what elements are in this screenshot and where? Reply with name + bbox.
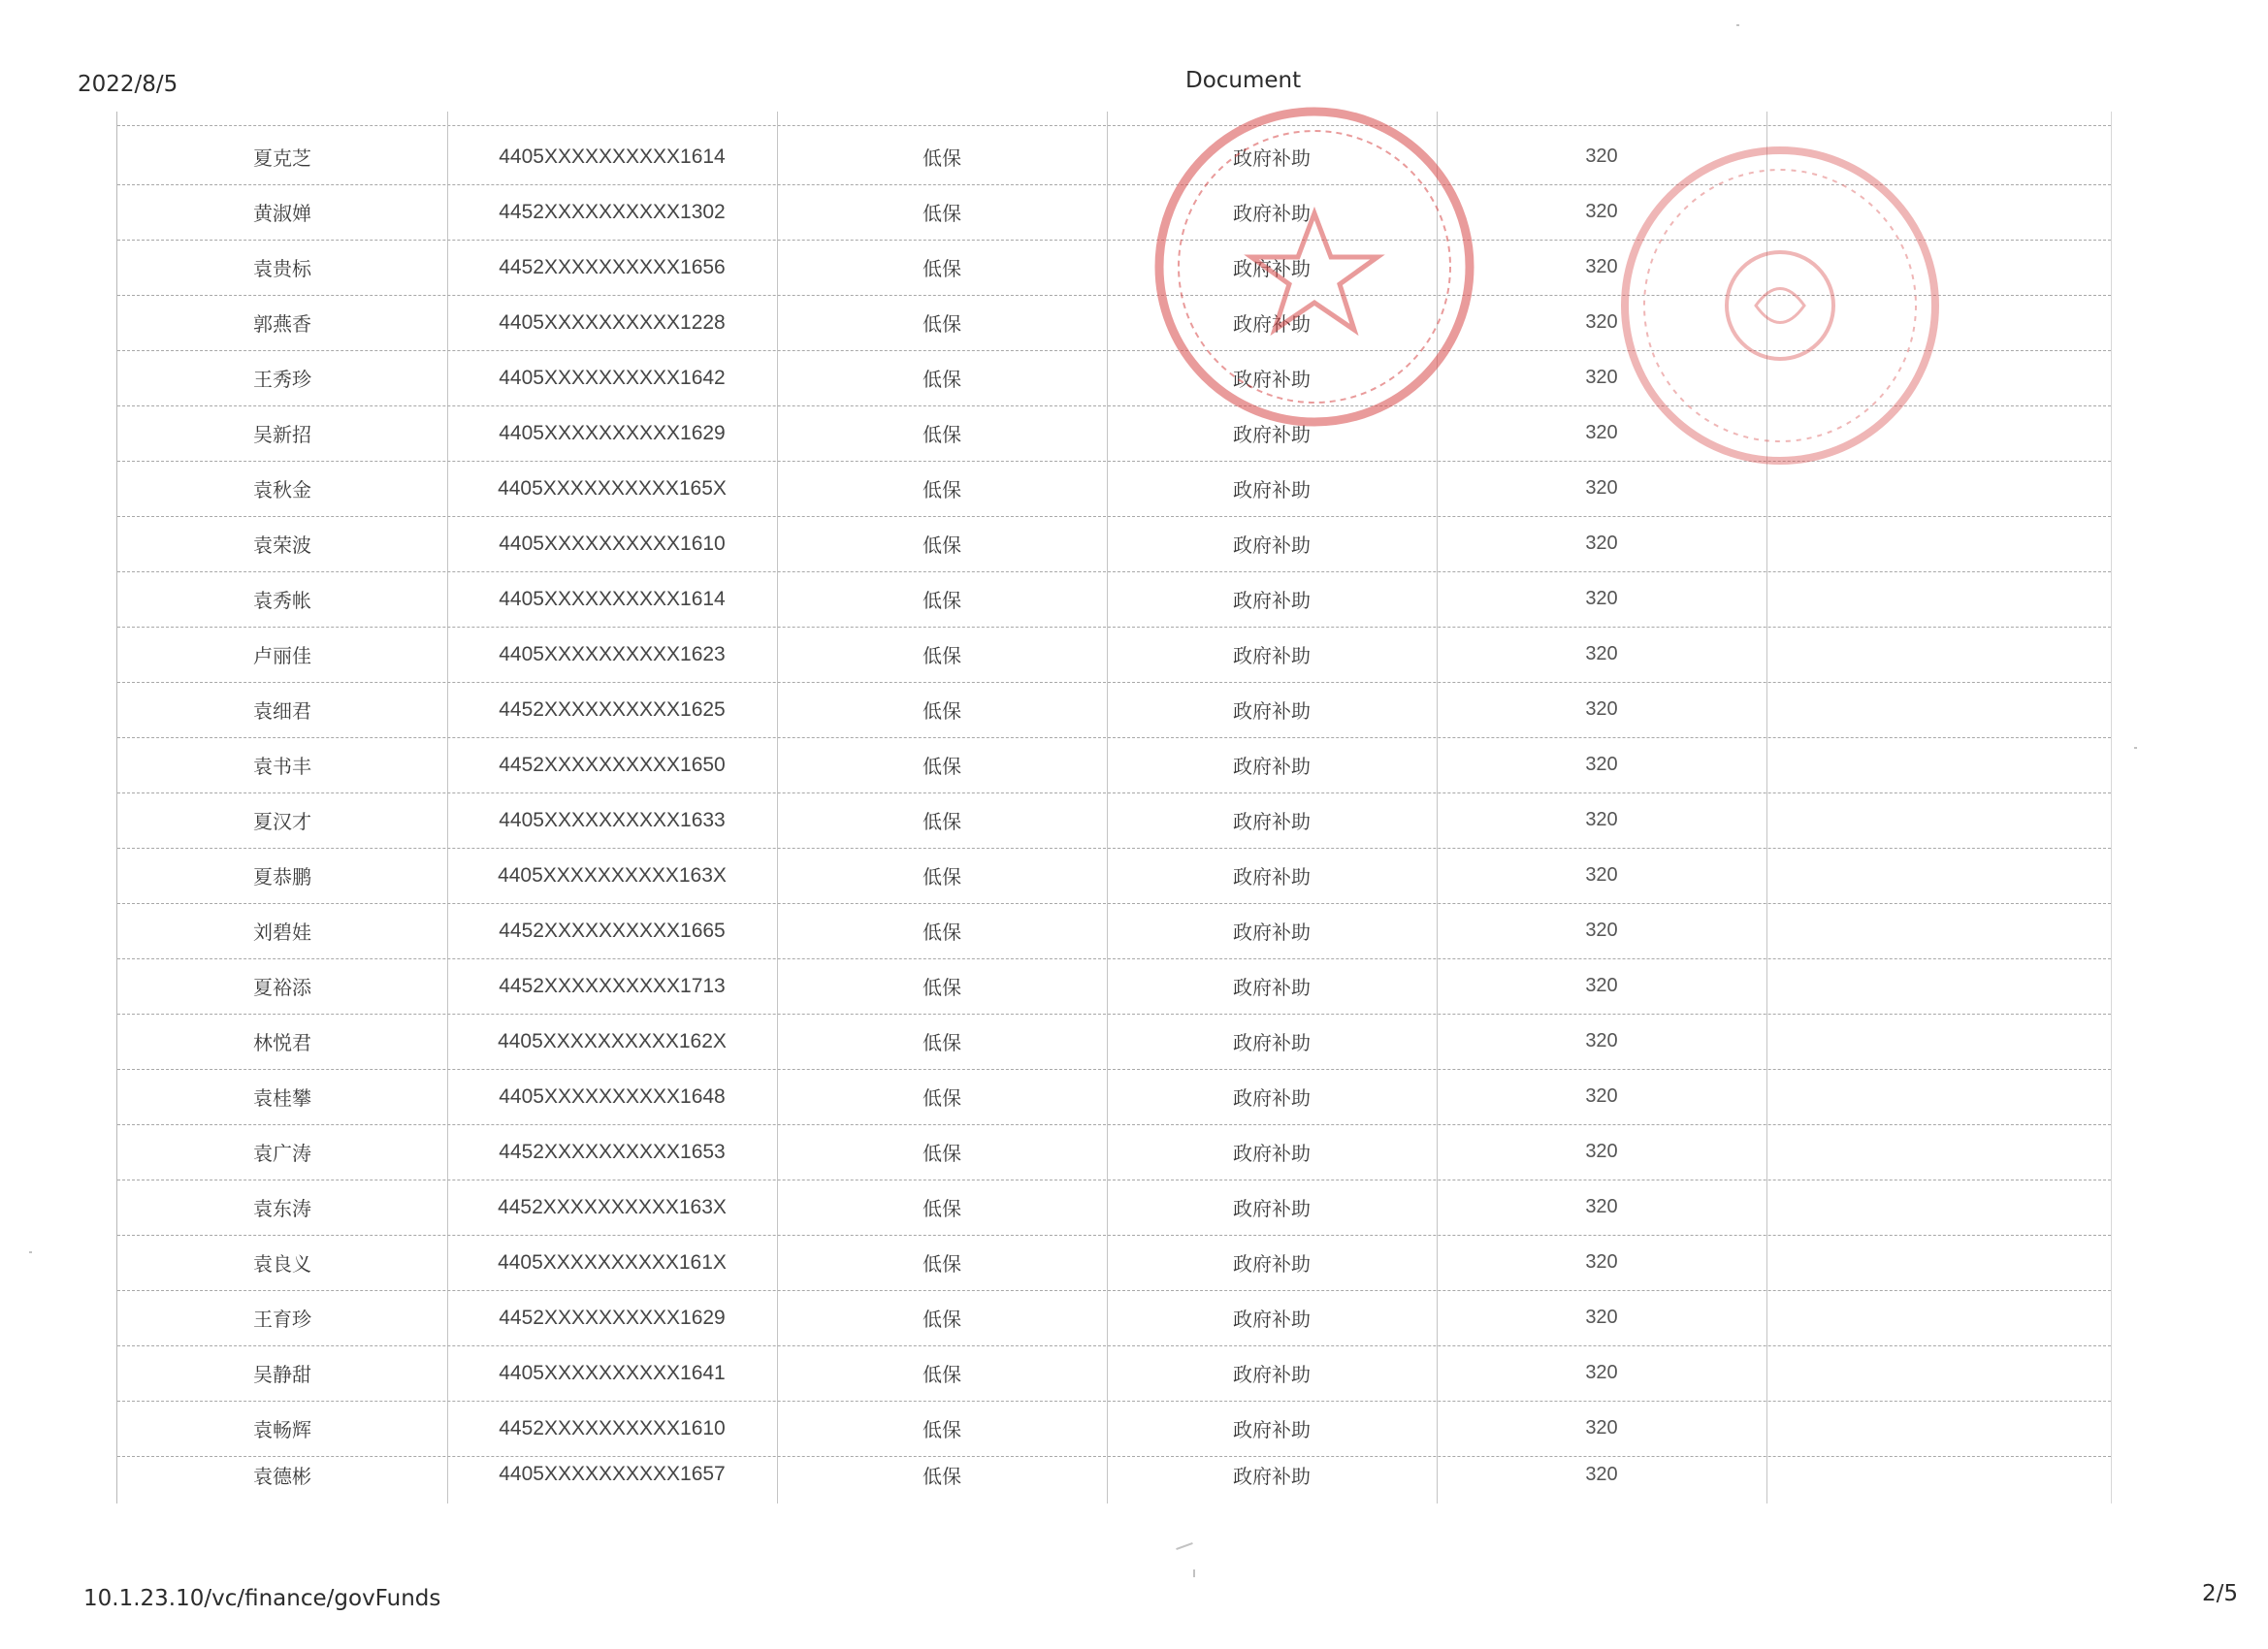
person-name-cell: 袁细君 — [253, 699, 311, 723]
subsidy-table — [116, 112, 2112, 1504]
subsidy-amount-cell: 320 — [1585, 311, 1618, 333]
subsidy-amount-cell: 320 — [1585, 1307, 1618, 1328]
subsidy-amount-cell: 320 — [1585, 1141, 1618, 1162]
empty-cell — [1766, 129, 2111, 184]
assistance-type-cell: 低保 — [923, 146, 961, 170]
person-name-cell: 夏裕添 — [253, 976, 311, 999]
table-row — [117, 295, 2111, 351]
scan-speck — [1176, 1542, 1193, 1550]
table-row — [117, 848, 2111, 904]
subsidy-amount-cell: 320 — [1585, 1362, 1618, 1383]
id-number-cell: 4452XXXXXXXXXX1650 — [499, 753, 726, 776]
assistance-type-cell: 低保 — [923, 312, 961, 336]
table-row — [117, 571, 2111, 628]
table-row — [117, 1401, 2111, 1457]
funding-source-cell: 政府补助 — [1233, 921, 1311, 944]
assistance-type-cell: 低保 — [923, 976, 961, 999]
person-name-cell: 卢丽佳 — [253, 644, 311, 667]
assistance-type-cell: 低保 — [923, 257, 961, 280]
person-name-cell: 王育珍 — [253, 1308, 311, 1331]
subsidy-amount-cell: 320 — [1585, 1030, 1618, 1051]
assistance-type-cell: 低保 — [923, 202, 961, 225]
table-row — [117, 350, 2111, 406]
funding-source-cell: 政府补助 — [1233, 478, 1311, 501]
person-name-cell: 袁荣波 — [253, 534, 311, 557]
id-number-cell: 4405XXXXXXXXXX163X — [498, 863, 727, 887]
id-number-cell: 4452XXXXXXXXXX163X — [498, 1195, 727, 1218]
id-number-cell: 4405XXXXXXXXXX162X — [498, 1029, 727, 1052]
person-name-cell: 袁东涛 — [253, 1197, 311, 1220]
assistance-type-cell: 低保 — [923, 589, 961, 612]
id-number-cell: 4452XXXXXXXXXX1629 — [499, 1306, 726, 1329]
table-row — [117, 958, 2111, 1015]
assistance-type-cell: 低保 — [923, 865, 961, 889]
table-row — [117, 516, 2111, 572]
page-number: 2/5 — [2202, 1581, 2239, 1606]
empty-cell — [1766, 737, 2111, 792]
funding-source-cell: 政府补助 — [1233, 202, 1311, 225]
funding-source-cell: 政府补助 — [1233, 589, 1311, 612]
table-row — [117, 1345, 2111, 1402]
empty-cell — [1766, 1290, 2111, 1345]
table-row — [117, 240, 2111, 296]
table-row — [117, 461, 2111, 517]
empty-cell — [1766, 1014, 2111, 1069]
subsidy-amount-cell: 320 — [1585, 1463, 1618, 1485]
funding-source-cell: 政府补助 — [1233, 976, 1311, 999]
scan-speck — [1193, 1569, 1195, 1577]
person-name-cell: 吴新招 — [253, 423, 311, 446]
id-number-cell: 4452XXXXXXXXXX1653 — [499, 1140, 726, 1163]
table-row — [117, 1124, 2111, 1180]
empty-cell — [1766, 1456, 2111, 1493]
assistance-type-cell: 低保 — [923, 644, 961, 667]
table-row — [117, 682, 2111, 738]
assistance-type-cell: 低保 — [923, 368, 961, 391]
empty-cell — [1766, 461, 2111, 516]
subsidy-amount-cell: 320 — [1585, 1085, 1618, 1107]
assistance-type-cell: 低保 — [923, 810, 961, 833]
person-name-cell: 林悦君 — [253, 1031, 311, 1054]
subsidy-amount-cell: 320 — [1585, 422, 1618, 443]
assistance-type-cell: 低保 — [923, 1197, 961, 1220]
funding-source-cell: 政府补助 — [1233, 810, 1311, 833]
id-number-cell: 4452XXXXXXXXXX1302 — [499, 200, 726, 223]
id-number-cell: 4405XXXXXXXXXX1610 — [499, 532, 726, 555]
empty-cell — [1766, 1069, 2111, 1124]
person-name-cell: 袁书丰 — [253, 755, 311, 778]
subsidy-amount-cell: 320 — [1585, 975, 1618, 996]
person-name-cell: 袁广涛 — [253, 1142, 311, 1165]
empty-cell — [1766, 792, 2111, 848]
empty-cell — [1766, 1124, 2111, 1180]
funding-source-cell: 政府补助 — [1233, 1464, 1311, 1488]
empty-cell — [1766, 516, 2111, 571]
empty-cell — [1766, 405, 2111, 461]
funding-source-cell: 政府补助 — [1233, 644, 1311, 667]
subsidy-amount-cell: 320 — [1585, 367, 1618, 388]
table-row — [117, 1069, 2111, 1125]
subsidy-amount-cell: 320 — [1585, 864, 1618, 886]
assistance-type-cell: 低保 — [923, 1308, 961, 1331]
page-title: Document — [1185, 68, 1302, 93]
scan-speck — [29, 1251, 32, 1253]
person-name-cell: 袁畅辉 — [253, 1418, 311, 1441]
person-name-cell: 刘碧娃 — [253, 921, 311, 944]
id-number-cell: 4452XXXXXXXXXX1656 — [499, 255, 726, 278]
table-row — [117, 405, 2111, 462]
table-top-rule — [117, 125, 2111, 126]
funding-source-cell: 政府补助 — [1233, 1086, 1311, 1110]
id-number-cell: 4405XXXXXXXXXX1228 — [499, 310, 726, 334]
table-row — [117, 129, 2111, 185]
person-name-cell: 黄淑婵 — [253, 202, 311, 225]
table-row — [117, 1456, 2111, 1493]
subsidy-amount-cell: 320 — [1585, 256, 1618, 277]
empty-cell — [1766, 571, 2111, 627]
id-number-cell: 4405XXXXXXXXXX1623 — [499, 642, 726, 665]
id-number-cell: 4405XXXXXXXXXX1633 — [499, 808, 726, 831]
table-row — [117, 1014, 2111, 1070]
scan-speck — [2134, 747, 2137, 749]
empty-cell — [1766, 1345, 2111, 1401]
assistance-type-cell: 低保 — [923, 534, 961, 557]
page-url: 10.1.23.10/vc/finance/govFunds — [83, 1586, 441, 1611]
assistance-type-cell: 低保 — [923, 478, 961, 501]
assistance-type-cell: 低保 — [923, 1464, 961, 1488]
assistance-type-cell: 低保 — [923, 1086, 961, 1110]
funding-source-cell: 政府补助 — [1233, 312, 1311, 336]
table-row — [117, 1290, 2111, 1346]
id-number-cell: 4452XXXXXXXXXX1665 — [499, 919, 726, 942]
person-name-cell: 吴静甜 — [253, 1363, 311, 1386]
funding-source-cell: 政府补助 — [1233, 755, 1311, 778]
empty-cell — [1766, 682, 2111, 737]
subsidy-amount-cell: 320 — [1585, 201, 1618, 222]
id-number-cell: 4452XXXXXXXXXX1713 — [499, 974, 726, 997]
table-row — [117, 792, 2111, 849]
person-name-cell: 夏汉才 — [253, 810, 311, 833]
funding-source-cell: 政府补助 — [1233, 1252, 1311, 1276]
funding-source-cell: 政府补助 — [1233, 1142, 1311, 1165]
id-number-cell: 4405XXXXXXXXXX1641 — [499, 1361, 726, 1384]
funding-source-cell: 政府补助 — [1233, 257, 1311, 280]
funding-source-cell: 政府补助 — [1233, 368, 1311, 391]
id-number-cell: 4405XXXXXXXXXX161X — [498, 1250, 727, 1274]
subsidy-amount-cell: 320 — [1585, 1196, 1618, 1217]
funding-source-cell: 政府补助 — [1233, 1031, 1311, 1054]
print-date: 2022/8/5 — [78, 72, 178, 97]
table-row — [117, 184, 2111, 241]
funding-source-cell: 政府补助 — [1233, 1308, 1311, 1331]
id-number-cell: 4452XXXXXXXXXX1610 — [499, 1416, 726, 1439]
person-name-cell: 袁桂攀 — [253, 1086, 311, 1110]
empty-cell — [1766, 184, 2111, 240]
funding-source-cell: 政府补助 — [1233, 1197, 1311, 1220]
assistance-type-cell: 低保 — [923, 1252, 961, 1276]
person-name-cell: 王秀珍 — [253, 368, 311, 391]
id-number-cell: 4405XXXXXXXXXX165X — [498, 476, 727, 500]
table-row — [117, 737, 2111, 793]
subsidy-amount-cell: 320 — [1585, 643, 1618, 664]
funding-source-cell: 政府补助 — [1233, 146, 1311, 170]
subsidy-amount-cell: 320 — [1585, 146, 1618, 167]
assistance-type-cell: 低保 — [923, 1142, 961, 1165]
person-name-cell: 袁贵标 — [253, 257, 311, 280]
empty-cell — [1766, 295, 2111, 350]
subsidy-amount-cell: 320 — [1585, 920, 1618, 941]
id-number-cell: 4405XXXXXXXXXX1657 — [499, 1463, 726, 1485]
empty-cell — [1766, 958, 2111, 1014]
person-name-cell: 袁良义 — [253, 1252, 311, 1276]
funding-source-cell: 政府补助 — [1233, 423, 1311, 446]
table-row — [117, 1180, 2111, 1236]
person-name-cell: 袁秀帐 — [253, 589, 311, 612]
empty-cell — [1766, 1401, 2111, 1456]
assistance-type-cell: 低保 — [923, 755, 961, 778]
person-name-cell: 夏恭鹏 — [253, 865, 311, 889]
funding-source-cell: 政府补助 — [1233, 1418, 1311, 1441]
empty-cell — [1766, 627, 2111, 682]
empty-cell — [1766, 350, 2111, 405]
id-number-cell: 4405XXXXXXXXXX1648 — [499, 1084, 726, 1108]
id-number-cell: 4405XXXXXXXXXX1642 — [499, 366, 726, 389]
table-row — [117, 903, 2111, 959]
subsidy-amount-cell: 320 — [1585, 477, 1618, 499]
funding-source-cell: 政府补助 — [1233, 1363, 1311, 1386]
subsidy-amount-cell: 320 — [1585, 533, 1618, 554]
empty-cell — [1766, 240, 2111, 295]
funding-source-cell: 政府补助 — [1233, 865, 1311, 889]
assistance-type-cell: 低保 — [923, 1031, 961, 1054]
person-name-cell: 郭燕香 — [253, 312, 311, 336]
subsidy-amount-cell: 320 — [1585, 809, 1618, 830]
assistance-type-cell: 低保 — [923, 921, 961, 944]
subsidy-amount-cell: 320 — [1585, 754, 1618, 775]
scan-speck — [1736, 24, 1739, 26]
id-number-cell: 4452XXXXXXXXXX1625 — [499, 697, 726, 721]
table-row — [117, 1235, 2111, 1291]
id-number-cell: 4405XXXXXXXXXX1614 — [499, 587, 726, 610]
assistance-type-cell: 低保 — [923, 699, 961, 723]
assistance-type-cell: 低保 — [923, 1363, 961, 1386]
empty-cell — [1766, 903, 2111, 958]
funding-source-cell: 政府补助 — [1233, 534, 1311, 557]
empty-cell — [1766, 1180, 2111, 1235]
id-number-cell: 4405XXXXXXXXXX1629 — [499, 421, 726, 444]
assistance-type-cell: 低保 — [923, 1418, 961, 1441]
subsidy-amount-cell: 320 — [1585, 1251, 1618, 1273]
assistance-type-cell: 低保 — [923, 423, 961, 446]
empty-cell — [1766, 1235, 2111, 1290]
table-row — [117, 627, 2111, 683]
funding-source-cell: 政府补助 — [1233, 699, 1311, 723]
subsidy-amount-cell: 320 — [1585, 698, 1618, 720]
subsidy-amount-cell: 320 — [1585, 1417, 1618, 1439]
id-number-cell: 4405XXXXXXXXXX1614 — [499, 145, 726, 168]
person-name-cell: 袁秋金 — [253, 478, 311, 501]
person-name-cell: 夏克芝 — [253, 146, 311, 170]
person-name-cell: 袁德彬 — [253, 1464, 311, 1488]
subsidy-amount-cell: 320 — [1585, 588, 1618, 609]
empty-cell — [1766, 848, 2111, 903]
